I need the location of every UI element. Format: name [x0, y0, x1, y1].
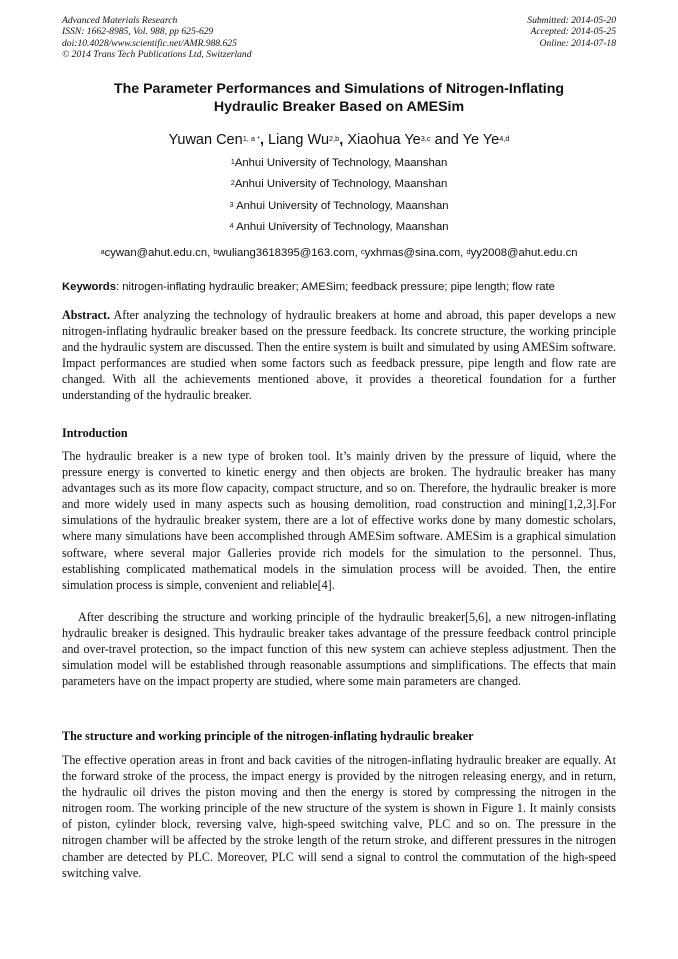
issn-line: ISSN: 1662-8985, Vol. 988, pp 625-629: [62, 26, 214, 38]
publication-dates: [527, 15, 616, 61]
affiliation-text: Anhui University of Technology, Maanshan: [234, 178, 448, 191]
email-address: yy2008@ahut.edu.cn: [470, 247, 578, 259]
affiliation-line: [62, 177, 616, 198]
introduction-heading: Introduction: [62, 426, 128, 440]
email-address: cywan@ahut.edu.cn,: [104, 247, 214, 259]
affiliation-text: Anhui University of Technology, Maanshan: [233, 220, 449, 233]
email-superscript: c: [360, 247, 365, 256]
affiliation-line: [62, 156, 616, 177]
affiliation-superscript: 1: [230, 157, 235, 166]
author-name: Ye Ye: [462, 132, 500, 148]
title-line-2: Hydraulic Breaker Based on AMESim: [213, 98, 465, 115]
keywords-line: [62, 280, 616, 294]
keywords-label: Keywords: [62, 281, 116, 293]
author-separator: ,: [259, 132, 264, 148]
affiliation-line: [62, 220, 616, 241]
author-superscript: 1, a *: [242, 134, 260, 143]
author-superscript: 2,b: [329, 134, 340, 143]
page-header: [62, 15, 616, 61]
email-superscript: b: [213, 247, 218, 256]
affiliation-text: Anhui University of Technology, Maanshan: [233, 199, 449, 212]
accepted-date: Accepted: 2014-05-25: [530, 26, 616, 38]
affiliation-text: Anhui University of Technology, Maanshan: [234, 157, 448, 169]
affiliation-superscript: 3: [229, 199, 234, 209]
author-separator: ,: [339, 132, 344, 148]
submitted-date: Submitted: 2014-05-20: [527, 15, 616, 26]
abstract-text: After analyzing the technology of hydraulic breakers at home and abroad, this paper develops a new nitrogen-inflating hydraulic breaker based on the pressure feedback. Its concrete structure, the working principle and the hydraulic system are discussed. Then the entire system is built and simulated by using AMESim software. Impact performances are studied when some factors such as feedback pressure, pipe length and flow rate are changed. With all the achievements mentioned above, it provides a theoretical foundation for a further understanding of the hydraulic breaker.: [62, 308, 616, 403]
keywords-text: : nitrogen-inflating hydraulic breaker; AMESim; feedback pressure; pipe length; flow rate: [116, 281, 555, 293]
author-superscript: 4,d: [499, 134, 510, 143]
abstract-label: Abstract.: [62, 308, 111, 322]
author-superscript: 3,c: [420, 134, 431, 143]
structure-heading: The structure and working principle of the nitrogen-inflating hydraulic breaker: [62, 729, 474, 743]
email-address: yxhmas@sina.com,: [364, 247, 467, 259]
affiliation-line: [62, 199, 616, 220]
author-name: Liang Wu: [268, 132, 330, 148]
introduction-paragraph-1: The hydraulic breaker is a new type of broken tool. It’s mainly driven by the pressure of liquid, where the pressure energy is converted to kinetic energy and then objects are broken. The hydraulic breaker has many advantages such as its more flow capacity, compact structure, and so on. Therefore, the hydraulic breaker is more and more widely used in many aspects such as housing demolition, road construction and mining[1,2,3].For simulations of the hydraulic breaker system, there are a lot of effective works done by many domestic scholars, where many simulations have been accomplished through AMESim software. AMESim is a graphical simulation software, where several major Galleries provide rich models for the simulation to the personnel. Thus, establishing complicated mathematical models in the simulation process will be avoided. Then, the entire simulation process is simple, convenient and reliable[4].: [62, 449, 616, 592]
author-emails: [62, 246, 616, 260]
author-name: Xiaohua Ye: [347, 132, 421, 148]
author-name: Yuwan Cen: [168, 132, 243, 148]
author-list: [62, 131, 616, 149]
online-date: Online: 2014-07-18: [539, 37, 616, 49]
structure-paragraph-1: The effective operation areas in front and back cavities of the nitrogen-inflating hydraulic breaker are equally. At the forward stroke of the process, the impact energy is provided by the nitrogen releasing energy, and in return, the hydraulic oil drives the piston moving and then the energy is stored by compressing the nitrogen in the nitrogen room. The working principle of the new structure of the system is shown in Figure 1. It mainly consists of piston, cylinder block, reversing valve, high-speed switching valve, PLC and so on. The pressure in the nitrogen chamber will be affected by the stroke length of the return stroke, and different pressures in the nitrogen chamber are detected by PLC. Moreover, PLC will send a signal to control the commutation of the high-speed switching valve.: [62, 753, 616, 880]
paper-title: [62, 81, 616, 116]
email-address: wuliang3618395@163.com,: [217, 247, 361, 259]
introduction-paragraph-2: After describing the structure and working principle of the hydraulic breaker[5,6], a new nitrogen-inflating hydraulic breaker is designed. This hydraulic breaker takes advantage of the pressure feedback control principle and over-travel protection, so the impact function of this new system can achieve stepless adjustment. Then the simulation model will be established through reasonable assumptions and simplifications. The effects that main parameters have on the impact property are studied, where some main parameters are changed.: [62, 610, 616, 689]
copyright-line: © 2014 Trans Tech Publications Ltd, Switzerland: [62, 49, 252, 61]
journal-name: Advanced Materials Research: [62, 15, 178, 26]
doi-line: doi:10.4028/www.scientific.net/AMR.988.625: [62, 37, 237, 49]
affiliation-superscript: 4: [229, 220, 234, 230]
email-superscript: a: [100, 247, 105, 256]
journal-info: [62, 15, 252, 61]
affiliation-superscript: 2: [230, 178, 235, 188]
affiliation-list: [62, 156, 616, 241]
abstract-paragraph: [62, 307, 616, 404]
title-line-1: The Parameter Performances and Simulations of Nitrogen-Inflating: [113, 81, 565, 97]
author-separator: and: [434, 132, 459, 148]
email-superscript: d: [466, 247, 471, 256]
